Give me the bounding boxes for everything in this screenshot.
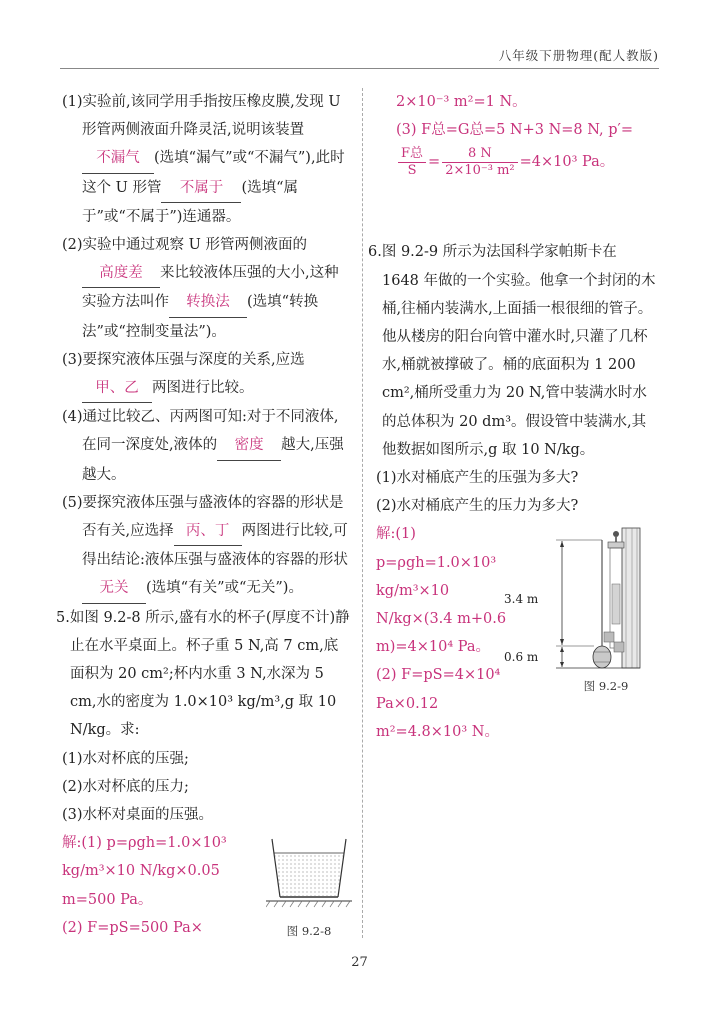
q4-part2-answer-2: 转换法 [169,288,247,317]
q4-part1-text-b: (选填“漏气”或“不漏气”),此时这个 U 形管 [82,150,345,196]
q6-solution-2: (2) F=pS=4×10⁴ Pa×0.12 m²=4.8×10³ N。 [376,667,501,740]
q4-part5-answer-2: 无关 [82,574,146,603]
label-0-6m: 0.6 m [504,650,539,665]
cup-diagram [266,835,352,919]
q5-stem: 5.如图 9.2-8 所示,盛有水的杯子(厚度不计)静止在水平桌面上。杯子重 5 N,高 7 cm,底面积为 20 cm²;杯内水重 3 N,水深为 5 cm,水的密度为 1.0×10³ kg/m³,g 取 10 N/kg。求: [56,609,350,739]
q4-part1-answer-1: 不漏气 [82,144,154,173]
figure-9-2-9 [504,524,646,694]
header-title: 八年级下册物理(配人教版) [498,48,659,63]
q4-part4-text-a: (4)通过比较乙、丙两图可知:对于不同液体,在同一深度处,液体的 [62,409,339,454]
q4-part2-text-b: 来比较液体压强的大小,这种实验方法叫作 [82,265,339,311]
q4-part1 [62,88,352,231]
spacer [376,180,658,238]
q5-solution-3: (3) F总=G总=5 N+3 N=8 N, p′= [396,122,633,139]
q5-solution-3-fraction-line [376,144,658,180]
q4-part2-answer-1: 高度差 [82,259,160,288]
q5-fraction-2-denominator: 2×10⁻³ m² [445,162,515,178]
q5-sub3: (3)水杯对桌面的压强。 [62,807,214,824]
q5-fraction-1-denominator: S [407,162,417,178]
q5-solution-2: (2) F=pS=500 Pa× [62,919,203,936]
header-rule [60,68,659,69]
q4-part3 [62,346,352,403]
q4-part3-text-b: 两图进行比较。 [152,380,254,397]
figure-9-2-8 [266,835,352,939]
q4-part1-text-a: (1)实验前,该同学用手指按压橡皮膜,发现 U 形管两侧液面升降灵活,说明该装置 [62,94,341,139]
figure-9-2-8-caption: 图 9.2-8 [286,924,332,939]
left-column [56,88,352,942]
q4-part1-text-c: (选填“属于”或“不属于”)连通器。 [82,179,299,225]
q5-sub1: (1)水对杯底的压强; [62,750,189,767]
q6-sub1: (1)水对桶底产生的压强为多大? [376,470,579,487]
q6-stem: 6.图 9.2-9 所示为法国科学家帕斯卡在 1648 年做的一个实验。他拿一个封闭的木桶,往桶内装满水,上面插一根很细的管子。他从楼房的阳台向管中灌水时,只灌了几杯水,桶就被撑破了。桶的底面积为 1 200 cm²,桶所受重力为 20 N,管中装满水时水的总体积为 20 dm³。假设管中装满水,其他数据如图所示,g 取 10 N/kg。 [368,244,656,458]
label-3-4m: 3.4 m [504,592,539,607]
figure-9-2-9-caption: 图 9.2-9 [583,679,629,694]
q5-fraction-1-numerator: F总 [398,146,426,163]
q6-sub2: (2)水对桶底产生的压力为多大? [376,498,579,515]
pascal-barrel-diagram [536,524,646,672]
right-column [368,88,658,746]
q4-part4-text-b: 越大,压强越大。 [82,437,344,483]
q5-solution-3-result: =4×10³ Pa。 [519,154,615,171]
q4-part5-text-b: 两图进行比较,可得出结论:液体压强与盛液体的容器的形状 [82,523,348,569]
q4-part4-answer: 密度 [217,431,281,460]
q4-part1-answer-2: 不属于 [161,174,241,203]
q4-part2-text-c: (选填“转换法”或“控制变量法”)。 [82,294,319,340]
q4-part4 [62,403,352,489]
page-number: 27 [351,955,368,970]
q4-part5 [62,489,352,604]
q6-solution-block [376,520,658,746]
q5-fraction-2 [442,146,517,179]
q5-solution-2-continued: 2×10⁻³ m²=1 N。 [396,94,527,110]
q4-part3-answer: 甲、乙 [82,374,152,403]
q4-part3-text-a: (3)要探究液体压强与深度的关系,应选 [62,351,305,368]
q4-part2 [62,231,352,346]
q5-solution-1: 解:(1) p=ρgh=1.0×10³ kg/m³×10 N/kg×0.05 m=500 Pa。 [62,835,227,908]
q5-equals-sign: = [428,154,441,171]
q6-solution-1: 解:(1) p=ρgh=1.0×10³ kg/m³×10 N/kg×(3.4 m+0.6 m)=4×10⁴ Pa。 [376,526,507,656]
column-divider [362,88,363,938]
q5-sub2: (2)水对杯底的压力; [62,778,189,795]
q5-solution-block [62,829,352,942]
q4-part5-answer-1: 丙、丁 [174,517,242,546]
q4-part2-text-a: (2)实验中通过观察 U 形管两侧液面的 [62,237,307,254]
q5-fraction-2-numerator: 8 N [442,146,517,163]
q4-part5-text-c: (选填“有关”或“无关”)。 [146,580,303,597]
q4-part5-text-a: (5)要探究液体压强与盛液体的容器的形状是否有关,应选择 [62,494,344,540]
q5-fraction-1 [398,146,426,179]
